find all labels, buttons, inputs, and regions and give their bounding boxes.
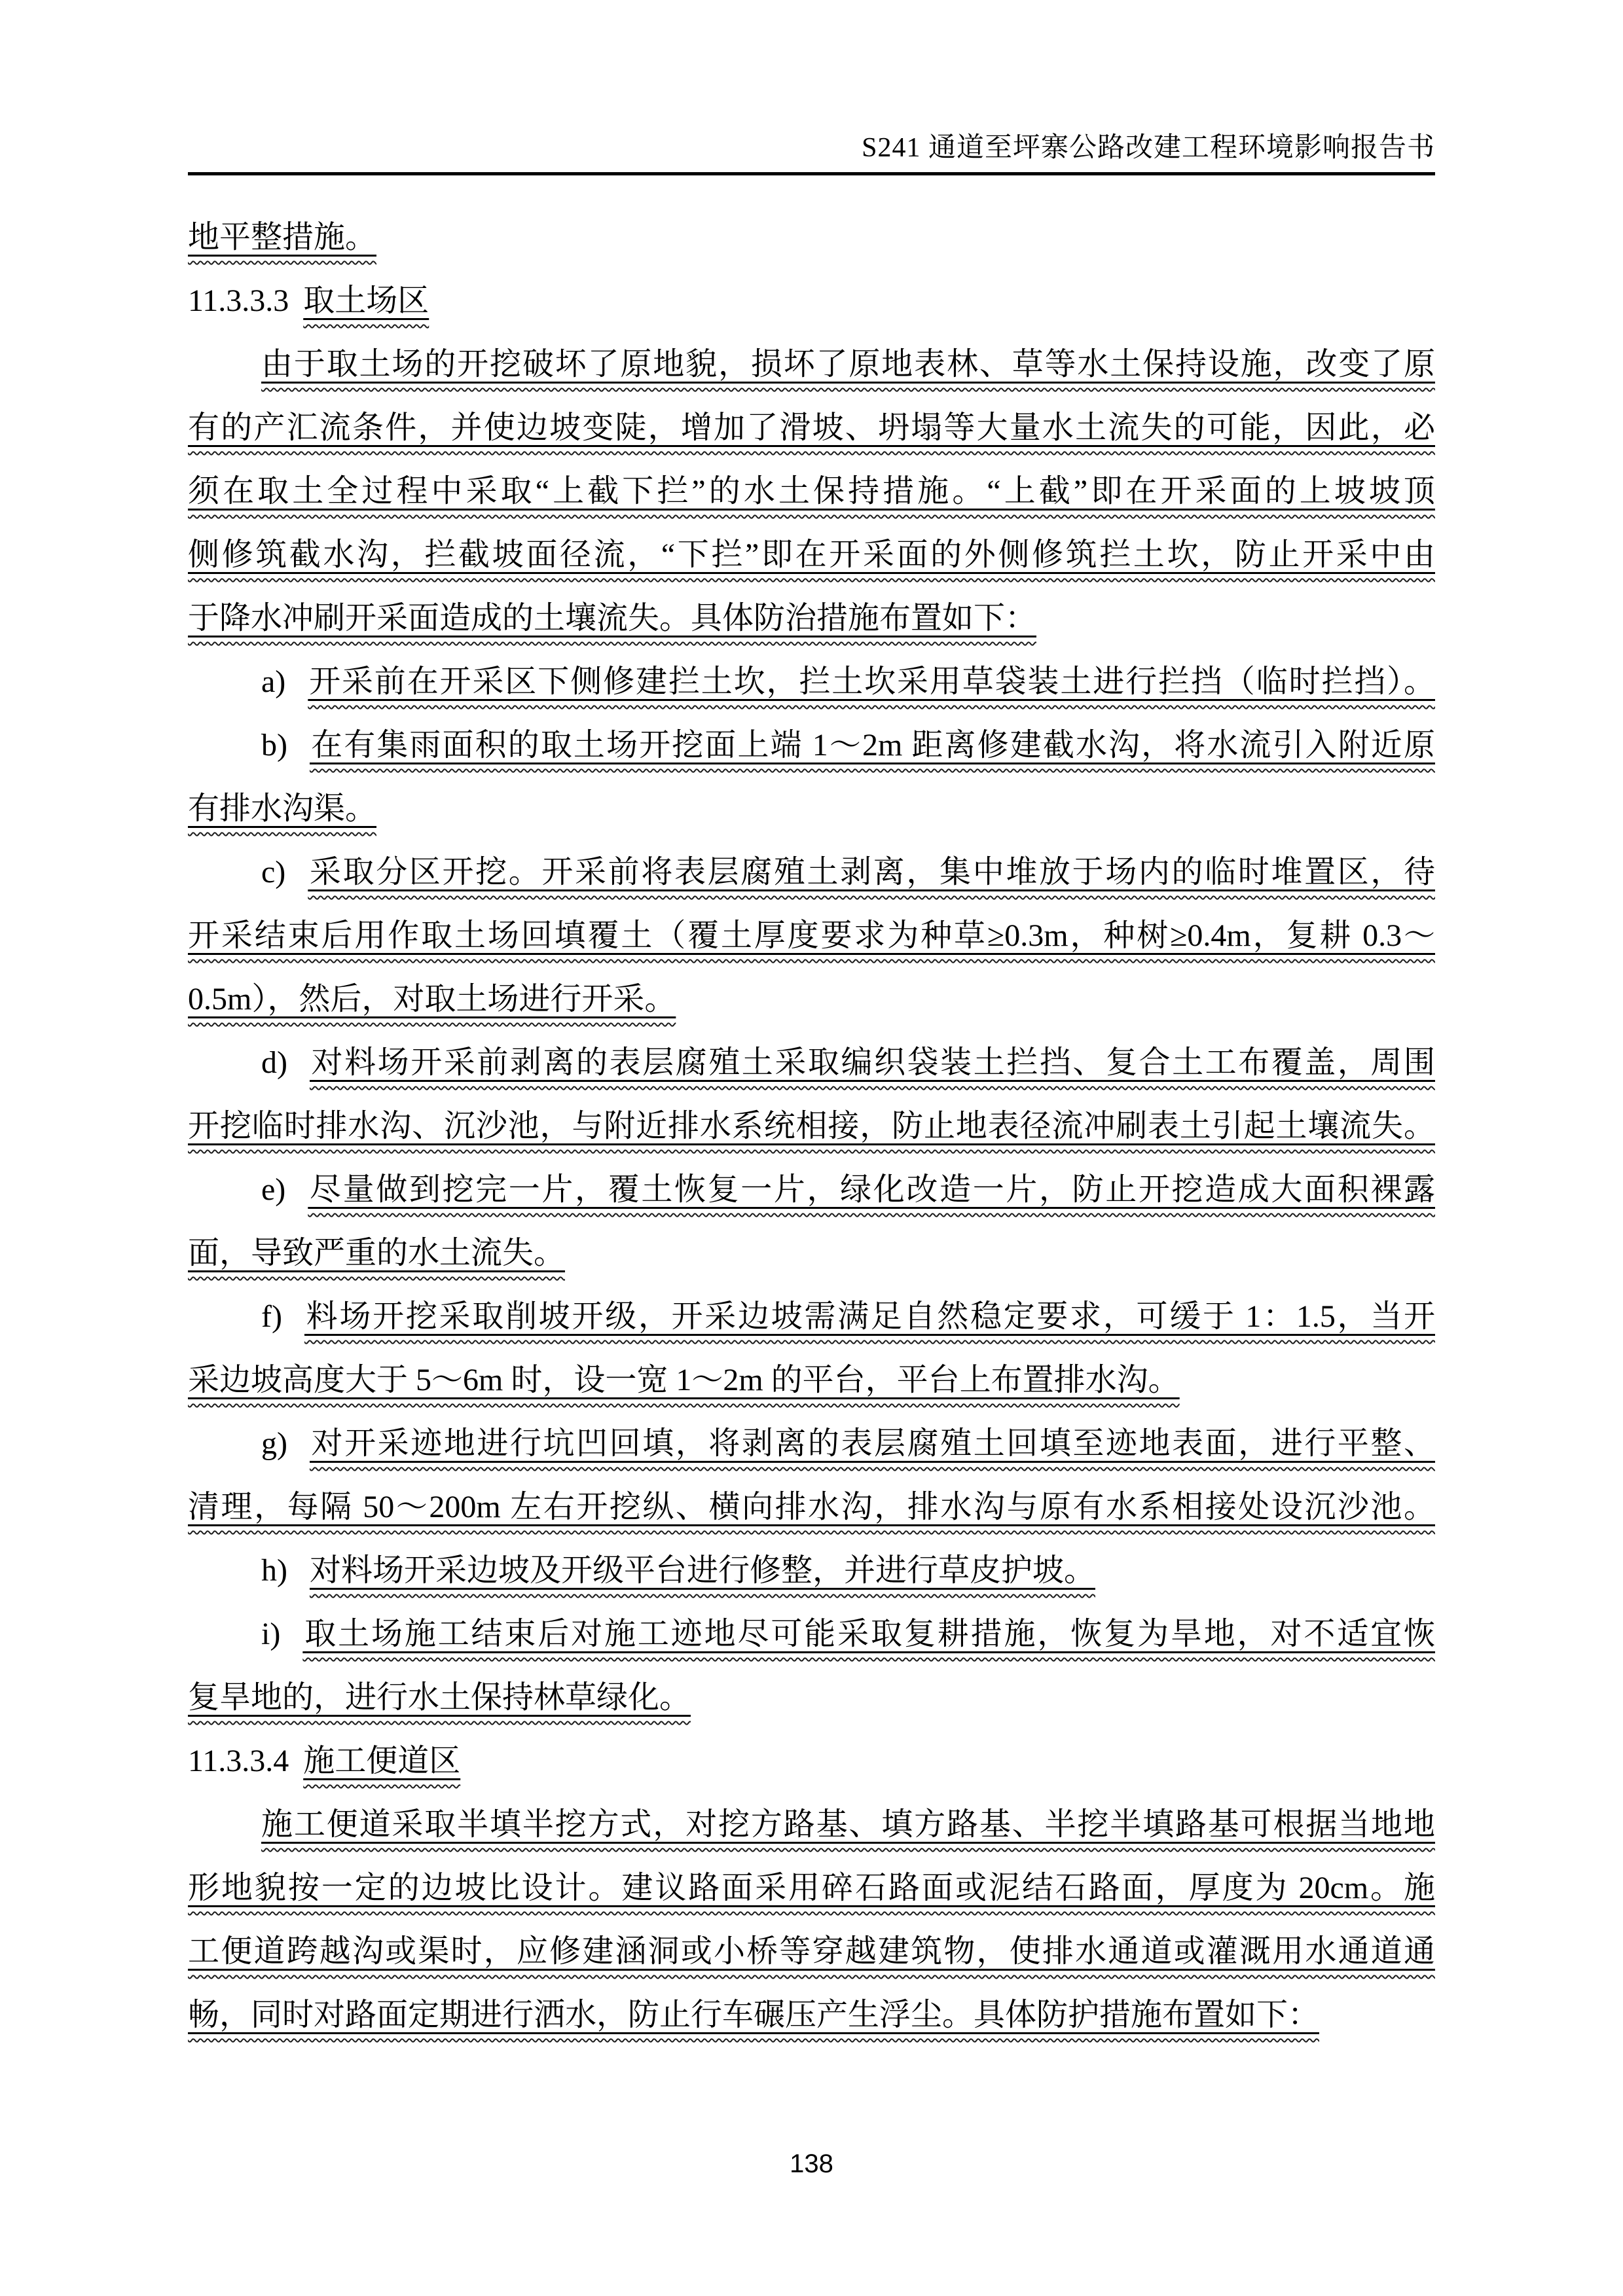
list-item-line (188, 1031, 1435, 1094)
underlined-text-inner: 取土场施工结束后对施工迹地尽可能采取复耕措施，恢复为旱地，对不适宜恢 (302, 1617, 1435, 1651)
underlined-text (188, 601, 1036, 636)
underlined-text (188, 1934, 1435, 1969)
underlined-text (188, 1680, 691, 1715)
body-text-line (188, 967, 1435, 1031)
underlined-text-inner: 开采结束后用作取土场回填覆土（覆土厚度要求为种草≥0.3m，种树≥0.4m，复耕 0.3～ (188, 918, 1435, 953)
body-text-line (188, 777, 1435, 840)
underlined-text-inner: 料场开挖采取削坡开级，开采边坡需满足自然稳定要求，可缓于 1：1.5，当开 (304, 1299, 1435, 1334)
underlined-text (310, 1553, 1095, 1588)
body-text-line (188, 523, 1435, 586)
underlined-text (302, 1617, 1435, 1651)
body-text-line (188, 396, 1435, 459)
list-item-label: d) (261, 1045, 287, 1080)
underlined-text (310, 1045, 1435, 1080)
body-text-line (188, 1856, 1435, 1920)
body-text-line (188, 1475, 1435, 1539)
list-item-line (188, 1602, 1435, 1666)
list-item-label: g) (261, 1426, 287, 1461)
underlined-text-inner: 在有集雨面积的取土场开挖面上端 1～2m 距离修建截水沟，将水流引入附近原 (309, 728, 1435, 762)
heading-title (303, 1744, 460, 1778)
underlined-text-inner: 须在取土全过程中采取“上截下拦”的水土保持措施。“上截”即在开采面的上坡坡顶 (188, 474, 1435, 509)
underlined-text-inner: 畅，同时对路面定期进行洒水，防止行车碾压产生浮尘。具体防护措施布置如下： (188, 1998, 1320, 2032)
body-text-line (188, 904, 1435, 967)
underlined-text (188, 1490, 1435, 1524)
underlined-text (310, 1426, 1435, 1461)
underlined-text-inner: 于降水冲刷开采面造成的土壤流失。具体防治措施布置如下： (188, 601, 1037, 636)
underlined-text (261, 347, 1435, 382)
underlined-text-inner: 复旱地的，进行水土保持林草绿化。 (188, 1680, 691, 1715)
body-text-line (188, 1666, 1435, 1729)
list-item-label: i) (261, 1617, 281, 1651)
underlined-text (188, 1109, 1435, 1143)
heading-title-text: 施工便道区 (303, 1744, 461, 1778)
body-text-line (188, 1793, 1435, 1856)
content (188, 206, 1435, 2047)
list-item-label: f) (261, 1299, 282, 1334)
underlined-text-inner: 侧修筑截水沟，拦截坡面径流，“下拦”即在开采面的外侧修筑拦土坎，防止开采中由 (188, 537, 1435, 572)
list-item-label: h) (261, 1553, 287, 1588)
heading-title (303, 283, 429, 318)
heading-title-text: 取土场区 (303, 283, 429, 318)
body-text-line (188, 1094, 1435, 1158)
heading-number: 11.3.3.4 (188, 1744, 289, 1778)
underlined-text-inner: 采取分区开挖。开采前将表层腐殖土剥离，集中堆放于场内的临时堆置区，待 (308, 855, 1435, 889)
underlined-text (308, 664, 1435, 699)
list-item-label: c) (261, 855, 286, 889)
section-heading (188, 269, 1435, 332)
underlined-text-inner: 工便道跨越沟或渠时，应修建涵洞或小桥等穿越建筑物，使排水通道或灌溉用水通道通 (188, 1934, 1435, 1969)
body-text-line (188, 1920, 1435, 1983)
underlined-text (304, 1299, 1435, 1334)
underlined-text (261, 1807, 1435, 1842)
body-text-line (188, 586, 1435, 650)
underlined-text-inner: 由于取土场的开挖破坏了原地貌，损坏了原地表林、草等水土保持设施，改变了原 (261, 347, 1435, 382)
underlined-text (188, 1871, 1435, 1905)
page-number: 138 (790, 2149, 833, 2178)
page-header-title: S241 通道至坪寨公路改建工程环境影响报告书 (862, 133, 1435, 163)
underlined-text (188, 474, 1435, 509)
underlined-text-inner: 形地貌按一定的边坡比设计。建议路面采用碎石路面或泥结石路面，厚度为 20cm。施 (188, 1871, 1435, 1905)
underlined-text (188, 1363, 1180, 1397)
underlined-text-inner: 有的产汇流条件，并使边坡变陡，增加了滑坡、坍塌等大量水土流失的可能，因此，必 (188, 410, 1435, 445)
underlined-text-inner: 对料场开采前剥离的表层腐殖土采取编织袋装土拦挡、复合土工布覆盖，周围 (309, 1045, 1435, 1080)
list-item-line (188, 840, 1435, 904)
body-text-line (188, 1983, 1435, 2047)
underlined-text (188, 918, 1435, 953)
header-rule (188, 172, 1435, 175)
underlined-text-inner: 对料场开采边坡及开级平台进行修整，并进行草皮护坡。 (309, 1553, 1095, 1588)
underlined-text (188, 982, 676, 1016)
underlined-text (308, 1172, 1435, 1207)
list-item-label: e) (261, 1172, 286, 1207)
list-item-line (188, 1285, 1435, 1348)
underlined-text (188, 791, 376, 826)
list-item-label: b) (261, 728, 287, 762)
underlined-text-inner: 开挖临时排水沟、沉沙池，与附近排水系统相接，防止地表径流冲刷表土引起土壤流失。 (188, 1109, 1435, 1143)
underlined-text-inner: 清理，每隔 50～200m 左右开挖纵、横向排水沟，排水沟与原有水系相接处设沉沙池。 (188, 1490, 1435, 1524)
underlined-text (188, 410, 1435, 445)
list-item-line (188, 650, 1435, 713)
underlined-text-inner: 对开采迹地进行坑凹回填，将剥离的表层腐殖土回填至迹地表面，进行平整、 (309, 1426, 1435, 1461)
body-text-line (188, 206, 1435, 269)
body-text-line (188, 459, 1435, 523)
underlined-text-inner: 地平整措施。 (188, 220, 377, 255)
list-item-line (188, 713, 1435, 777)
section-heading (188, 1729, 1435, 1793)
underlined-text-inner: 施工便道采取半填半挖方式，对挖方路基、填方路基、半挖半填路基可根据当地地 (261, 1807, 1435, 1842)
underlined-text (188, 537, 1435, 572)
list-item-line (188, 1539, 1435, 1602)
underlined-text-inner: 开采前在开采区下侧修建拦土坎，拦土坎采用草袋装土进行拦挡（临时拦挡）。 (308, 664, 1435, 699)
underlined-text (188, 1236, 565, 1270)
underlined-text-inner: 面，导致严重的水土流失。 (188, 1236, 566, 1270)
body-text-line (188, 1221, 1435, 1285)
body-text-line (188, 1348, 1435, 1412)
underlined-text-inner: 有排水沟渠。 (188, 791, 377, 826)
underlined-text (188, 1998, 1319, 2032)
list-item-line (188, 1158, 1435, 1221)
underlined-text (308, 855, 1435, 889)
list-item-line (188, 1412, 1435, 1475)
underlined-text-inner: 0.5m），然后，对取土场进行开采。 (188, 982, 676, 1016)
underlined-text (188, 220, 376, 255)
underlined-text-inner: 尽量做到挖完一片，覆土恢复一片，绿化改造一片，防止开挖造成大面积裸露 (308, 1172, 1435, 1207)
underlined-text-inner: 采边坡高度大于 5～6m 时，设一宽 1～2m 的平台，平台上布置排水沟。 (188, 1363, 1180, 1397)
body-text-line (188, 332, 1435, 396)
heading-number: 11.3.3.3 (188, 283, 289, 318)
underlined-text (310, 728, 1435, 762)
list-item-label: a) (261, 664, 286, 699)
